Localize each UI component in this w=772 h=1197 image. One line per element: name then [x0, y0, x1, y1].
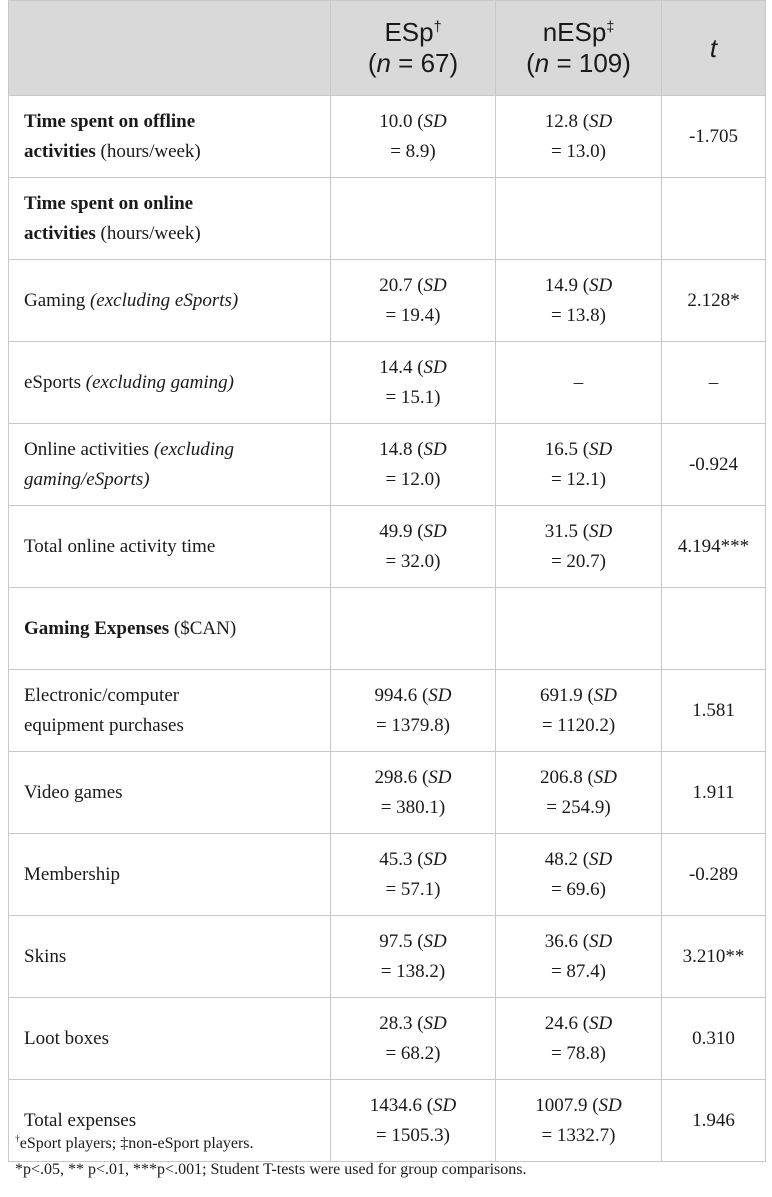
- nesp-value: [496, 424, 662, 506]
- table-row: [9, 506, 766, 588]
- t-value: 1.911: [662, 752, 766, 834]
- table-row: [9, 752, 766, 834]
- label-italic: (excluding: [153, 438, 234, 460]
- nesp-mean: 691.9 (: [539, 684, 594, 706]
- header-nesp-label: nESp: [542, 17, 607, 47]
- nesp-value: [496, 588, 662, 670]
- t-value: 1.946: [662, 1080, 766, 1162]
- table-row: [9, 834, 766, 916]
- header-nesp-n-var: n: [534, 48, 550, 78]
- sd-label: SD: [589, 1012, 613, 1034]
- footnote-mark: †: [15, 1133, 20, 1145]
- table-row: [9, 96, 766, 178]
- sd-label: SD: [428, 766, 452, 788]
- sd-label: SD: [423, 848, 447, 870]
- esp-sd: = 32.0): [385, 550, 441, 572]
- sd-label: SD: [423, 438, 447, 460]
- t-value: –: [662, 342, 766, 424]
- nesp-sd: = 1332.7): [541, 1124, 616, 1146]
- nesp-sd: = 78.8): [550, 1042, 607, 1064]
- t-value: -0.924: [662, 424, 766, 506]
- label-text: eSports: [24, 371, 86, 393]
- sd-label: SD: [428, 684, 452, 706]
- table-row: [9, 178, 766, 260]
- footnote-line-1: [15, 1131, 526, 1157]
- nesp-sd: = 1120.2): [541, 714, 616, 736]
- table-row: [9, 670, 766, 752]
- table-row: [9, 342, 766, 424]
- sd-label: SD: [589, 930, 613, 952]
- label-italic: (excluding gaming): [85, 371, 235, 393]
- header-nesp: [496, 1, 662, 96]
- header-esp: [331, 1, 496, 96]
- row-label: [9, 96, 331, 178]
- nesp-value: [496, 260, 662, 342]
- esp-value: [331, 342, 496, 424]
- nesp-value: [496, 998, 662, 1080]
- esp-value: [331, 834, 496, 916]
- nesp-value: [496, 96, 662, 178]
- esp-mean: 994.6 (: [374, 684, 429, 706]
- row-label: Loot boxes: [9, 998, 331, 1080]
- esp-mean: 20.7 (: [379, 274, 424, 296]
- esp-value: [331, 260, 496, 342]
- nesp-sd: = 69.6): [550, 878, 607, 900]
- label-text: Online activities: [24, 438, 154, 460]
- t-value: 1.581: [662, 670, 766, 752]
- esp-value: [331, 96, 496, 178]
- nesp-value: [496, 506, 662, 588]
- esp-sd: = 19.4): [385, 304, 441, 326]
- t-value: -0.289: [662, 834, 766, 916]
- header-esp-label: ESp: [384, 17, 434, 47]
- esp-value: [331, 916, 496, 998]
- label-rest: (hours/week): [95, 222, 201, 244]
- row-label: Total expenses: [9, 1080, 331, 1162]
- table-footnotes: [15, 1131, 526, 1183]
- footnote-line-2: *p<.05, ** p<.01, ***p<.001; Student T-tests were used for group comparisons.: [15, 1161, 527, 1178]
- header-esp-n-open: (: [367, 48, 377, 78]
- row-label: [9, 670, 331, 752]
- nesp-sd: = 12.1): [550, 468, 607, 490]
- nesp-value: –: [496, 342, 662, 424]
- label-rest: (hours/week): [95, 140, 201, 162]
- sd-label: SD: [589, 848, 613, 870]
- header-blank: [9, 1, 331, 96]
- label-italic: gaming/eSports): [24, 468, 150, 490]
- nesp-mean: 12.8 (: [544, 110, 590, 132]
- esp-mean: 49.9 (: [379, 520, 424, 542]
- esp-mean: 1434.6 (: [369, 1094, 434, 1116]
- t-value: 0.310: [662, 998, 766, 1080]
- header-nesp-n-open: (: [526, 48, 535, 78]
- nesp-value: [496, 178, 662, 260]
- row-label: Total online activity time: [9, 506, 331, 588]
- esp-sd: = 8.9): [390, 140, 436, 162]
- header-t-label: t: [709, 32, 718, 63]
- t-value: [662, 588, 766, 670]
- row-label: Video games: [9, 752, 331, 834]
- sd-label: SD: [423, 356, 447, 378]
- row-label: [9, 178, 331, 260]
- label-bold: Time spent on offline: [24, 110, 196, 132]
- nesp-mean: 24.6 (: [544, 1012, 590, 1034]
- t-value: 4.194***: [662, 506, 766, 588]
- sd-label: SD: [423, 274, 447, 296]
- nesp-value: [496, 834, 662, 916]
- nesp-value: [496, 670, 662, 752]
- row-label: [9, 588, 331, 670]
- row-label: Skins: [9, 916, 331, 998]
- table-row: [9, 998, 766, 1080]
- esp-mean: 97.5 (: [379, 930, 424, 952]
- esp-sd: = 138.2): [380, 960, 446, 982]
- sd-label: SD: [423, 1012, 447, 1034]
- table-header: [9, 1, 766, 96]
- footnote-text-1: eSport players; ‡non-eSport players.: [19, 1135, 254, 1152]
- sd-label: SD: [598, 1094, 622, 1116]
- nesp-mean: 16.5 (: [544, 438, 590, 460]
- row-label: [9, 424, 331, 506]
- sd-label: SD: [589, 520, 613, 542]
- esp-value: [331, 588, 496, 670]
- t-value: 2.128*: [662, 260, 766, 342]
- sd-label: SD: [423, 520, 447, 542]
- esp-sd: = 1379.8): [375, 714, 451, 736]
- esp-value: [331, 506, 496, 588]
- header-esp-n-var: n: [376, 48, 391, 78]
- esp-value: [331, 998, 496, 1080]
- sd-label: SD: [423, 930, 447, 952]
- nesp-value: [496, 752, 662, 834]
- row-label: [9, 260, 331, 342]
- nesp-mean: 31.5 (: [544, 520, 590, 542]
- sd-label: SD: [589, 110, 613, 132]
- esp-sd: = 1505.3): [375, 1124, 451, 1146]
- label-bold: activities: [24, 222, 96, 244]
- esp-sd: = 57.1): [385, 878, 441, 900]
- nesp-mean: 14.9 (: [544, 274, 590, 296]
- esp-mean: 14.4 (: [379, 356, 424, 378]
- nesp-mean: 1007.9 (: [535, 1094, 599, 1116]
- table-row: [9, 424, 766, 506]
- esp-value: [331, 752, 496, 834]
- header-t: [662, 1, 766, 96]
- esp-sd: = 380.1): [380, 796, 446, 818]
- table-row: [9, 260, 766, 342]
- nesp-sd: = 254.9): [546, 796, 611, 818]
- label-italic: (excluding eSports): [89, 289, 239, 311]
- esp-mean: 14.8 (: [379, 438, 424, 460]
- label-text: equipment purchases: [24, 714, 184, 736]
- nesp-mean: 206.8 (: [539, 766, 594, 788]
- t-value: 3.210**: [662, 916, 766, 998]
- nesp-sd: = 13.0): [550, 140, 607, 162]
- esp-mean: 298.6 (: [374, 766, 429, 788]
- label-text: Electronic/computer: [24, 684, 180, 706]
- esp-value: [331, 178, 496, 260]
- t-value: [662, 178, 766, 260]
- label-bold: activities: [24, 140, 96, 162]
- nesp-sd: = 13.8): [550, 304, 607, 326]
- header-esp-n-rest: = 67): [390, 48, 459, 78]
- esp-sd: = 12.0): [385, 468, 441, 490]
- sd-label: SD: [589, 438, 613, 460]
- esp-value: [331, 424, 496, 506]
- sd-label: SD: [423, 110, 447, 132]
- esp-mean: 10.0 (: [379, 110, 424, 132]
- esp-value: [331, 670, 496, 752]
- label-text: Gaming: [24, 289, 90, 311]
- row-label: [9, 342, 331, 424]
- label-bold: Gaming Expenses: [24, 617, 170, 639]
- table-row: [9, 588, 766, 670]
- t-value: -1.705: [662, 96, 766, 178]
- label-rest: ($CAN): [169, 617, 237, 639]
- nesp-sd: = 87.4): [550, 960, 607, 982]
- row-label: Membership: [9, 834, 331, 916]
- nesp-mean: 36.6 (: [544, 930, 590, 952]
- table-row: [9, 916, 766, 998]
- esp-mean: 28.3 (: [379, 1012, 424, 1034]
- esp-sd: = 68.2): [385, 1042, 441, 1064]
- label-bold: Time spent on online: [24, 192, 194, 214]
- sd-label: SD: [589, 274, 613, 296]
- statistics-table: [8, 0, 766, 1162]
- esp-sd: = 15.1): [385, 386, 441, 408]
- header-nesp-n-rest: = 109): [549, 48, 631, 78]
- sd-label: SD: [593, 684, 618, 706]
- nesp-value: [496, 916, 662, 998]
- nesp-mean: 48.2 (: [544, 848, 590, 870]
- sd-label: SD: [433, 1094, 457, 1116]
- esp-mean: 45.3 (: [379, 848, 424, 870]
- sd-label: SD: [593, 766, 618, 788]
- header-nesp-mark: ‡: [606, 19, 615, 36]
- header-esp-mark: †: [433, 19, 442, 36]
- nesp-sd: = 20.7): [550, 550, 607, 572]
